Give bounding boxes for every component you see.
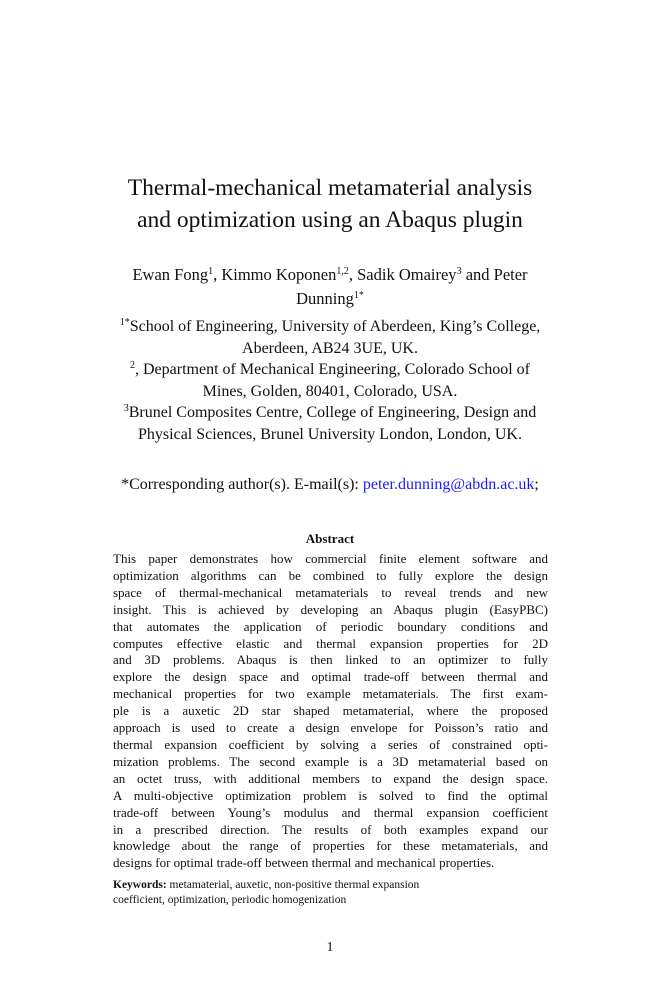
author-name: Sadik Omairey: [357, 265, 457, 284]
author-line: Ewan Fong$^1$, Kimmo Koponen$^{1,2}$, Sadik Omairey$^3$ and Peter: [132, 265, 528, 284]
corresponding-author: [60, 474, 600, 496]
abstract-line: ple is a auxetic 2D star shaped metamaterial, where the proposed: [113, 703, 548, 719]
abstract-line: trade-off between Young’s modulus and thermal expansion coefficient: [113, 804, 548, 820]
affiliation-text: Mines, Golden, 80401, Colorado, USA.: [202, 382, 458, 400]
abstract-line: in a prescribed direction. The results of both examples expand our: [113, 821, 548, 837]
abstract-line: computes effective elastic and thermal expansion properties for 2D: [113, 635, 548, 651]
affiliation-text: Brunel Composites Centre, College of Engineering, Design and: [128, 404, 537, 421]
author-affiliation-mark: 1,2: [336, 266, 349, 277]
author-affiliation-mark: 1*: [353, 290, 364, 301]
abstract-line: This paper demonstrates how commercial finite element software and: [113, 551, 548, 566]
affiliation: [60, 316, 600, 359]
keywords-text: coefficient, optimization, periodic homogenization: [113, 894, 347, 906]
abstract-line: designs for optimal trade-off between thermal and mechanical properties.: [113, 855, 495, 871]
abstract-line: space of thermal-mechanical metamaterials to reveal trends and new: [113, 584, 548, 600]
abstract-line: insight. This is achieved by developing an Abaqus plugin (EasyPBC): [113, 601, 548, 617]
affiliation: [60, 359, 600, 402]
abstract-heading: Abstract: [305, 531, 355, 546]
abstract-line: A multi-objective optimization problem is solved to find the optimal: [113, 787, 548, 803]
affiliation-text: Aberdeen, AB24 3UE, UK.: [242, 339, 418, 357]
abstract-line: and 3D problems. Abaqus is then linked to an optimizer to fully: [113, 652, 548, 668]
author-name: Dunning: [296, 289, 354, 308]
author-name: and Peter: [465, 265, 528, 284]
corresponding-email-link[interactable]: peter.dunning@abdn.ac.uk: [362, 476, 535, 493]
abstract-line: optimization algorithms can be combined to fully explore the design: [113, 567, 548, 583]
abstract-line: approach is used to create a design envelope for Poisson’s ratio and: [113, 720, 548, 736]
abstract-line: explore the design space and optimal trade-off between thermal and: [113, 669, 548, 685]
affiliation-text: Physical Sciences, Brunel University London, London, UK.: [138, 425, 522, 443]
author-affiliation-mark: 1: [208, 266, 214, 277]
keywords-text: metamaterial, auxetic, non-positive thermal expansion: [166, 879, 420, 891]
corresponding-label: *Corresponding author(s). E-mail(s):: [121, 476, 359, 493]
author-affiliation-mark: 3: [456, 266, 462, 277]
author-name: Ewan Fong: [132, 265, 209, 284]
keywords: [113, 878, 548, 908]
title-line: and optimization using an Abaqus plugin: [137, 207, 523, 233]
page-number: 1: [326, 940, 334, 955]
affiliation-mark: 2: [130, 360, 135, 371]
corresponding-suffix: ;: [534, 476, 539, 493]
abstract-body: [113, 551, 548, 872]
abstract-line: an octet truss, with additional members to expand the design space.: [113, 770, 548, 786]
abstract-line: mechanical properties for two example metamaterials. The first exam-: [113, 686, 548, 702]
author-name: Kimmo Koponen: [221, 265, 337, 284]
abstract-line: that automates the application of periodic boundary conditions and: [113, 618, 548, 634]
affiliation: [60, 402, 600, 445]
abstract-line: knowledge about the range of properties for these metamaterials, and: [113, 838, 548, 854]
affiliation-mark: 3: [123, 403, 129, 414]
keywords-label: Keywords:: [113, 879, 167, 891]
abstract-line: mization problems. The second example is a 3D metamaterial based on: [113, 753, 548, 769]
affiliation-mark: 1*: [119, 317, 130, 328]
author-list: [60, 263, 600, 311]
affiliation-list: [60, 316, 600, 445]
affiliation-text: , Department of Mechanical Engineering, Colorado School of: [135, 361, 530, 378]
paper-title: [60, 172, 600, 236]
title-line: Thermal-mechanical metamaterial analysis: [127, 175, 533, 201]
affiliation-text: School of Engineering, University of Aberdeen, King’s College,: [129, 318, 541, 335]
author-line: [60, 287, 600, 311]
abstract-line: thermal expansion coefficient by solving a series of constrained opti-: [113, 736, 548, 752]
